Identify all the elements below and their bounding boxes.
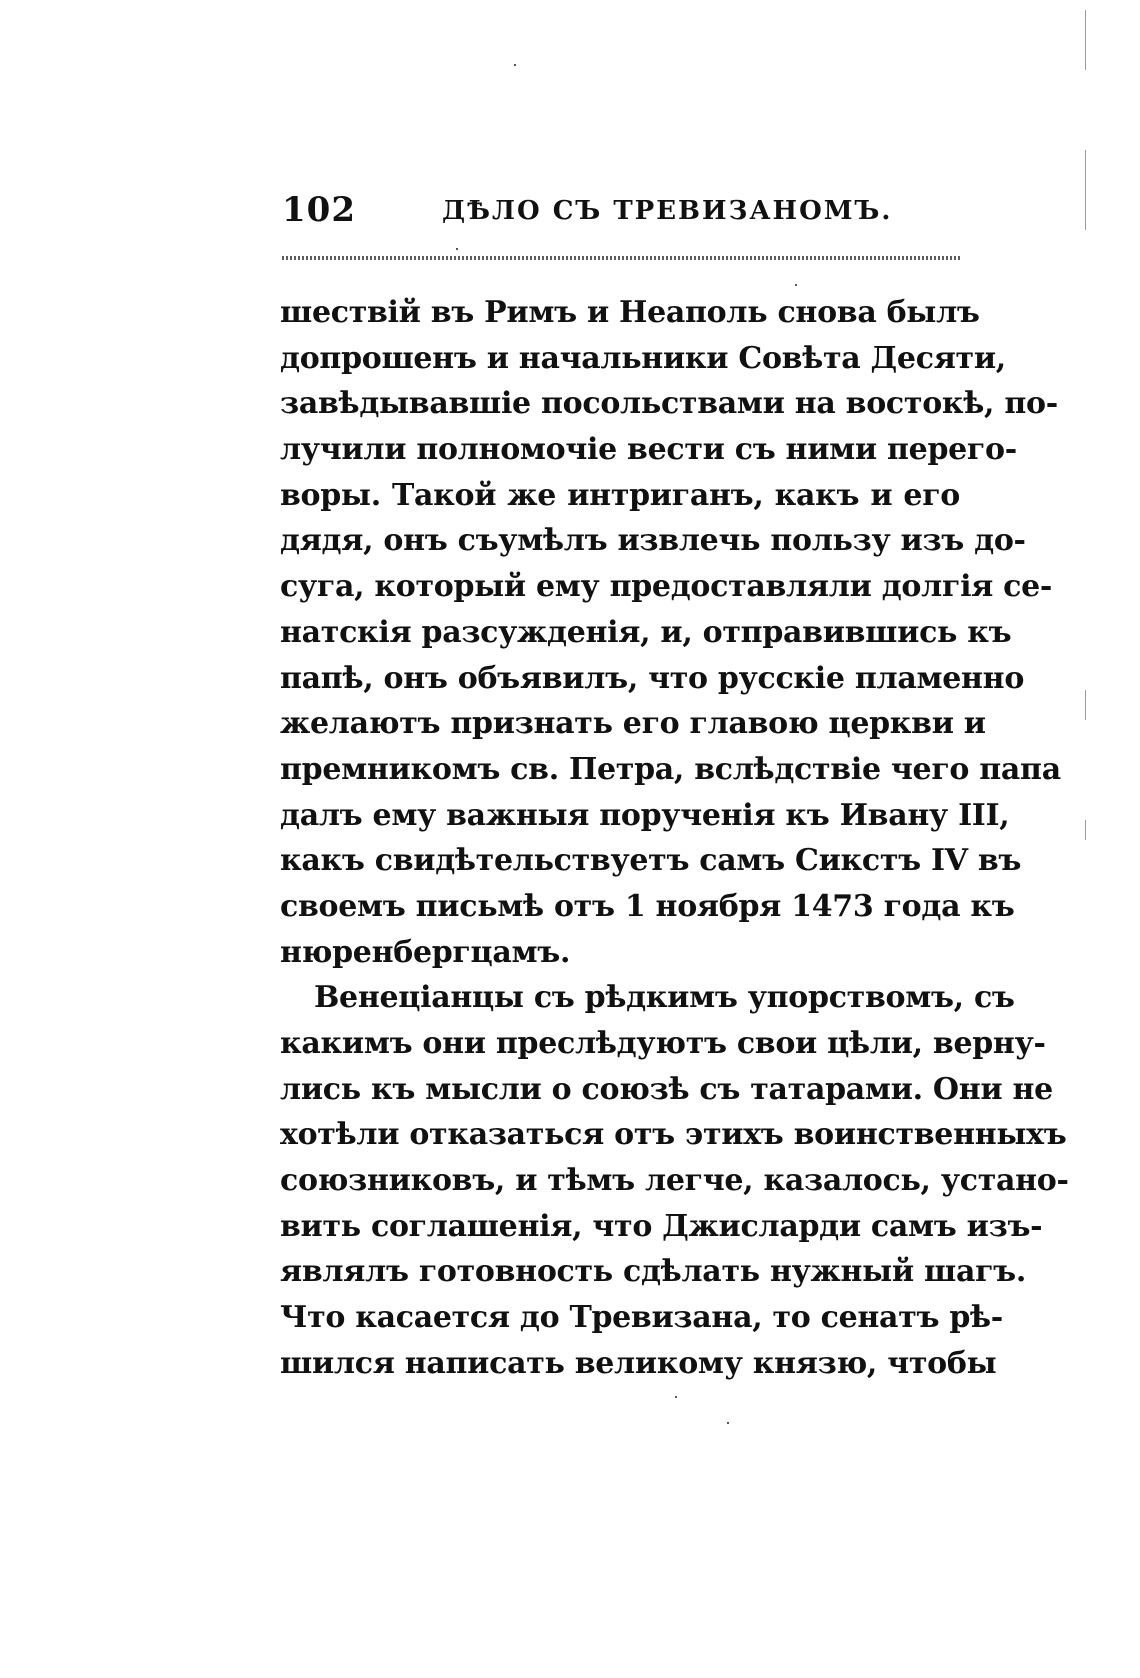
- text-line: шился написать великому князю, чтобы: [280, 1345, 997, 1381]
- scan-edge-mark: [1085, 690, 1086, 720]
- text-line: воры. Такой же интриганъ, какъ и его: [280, 477, 960, 513]
- text-line: премникомъ св. Петра, вслѣдствіе чего папа: [280, 751, 1061, 787]
- text-line: нюренбергцамъ.: [280, 934, 571, 970]
- text-line: шествій въ Римъ и Неаполь снова былъ: [280, 295, 980, 330]
- text-line: Что касается до Тревизана, то сенатъ рѣ-: [280, 1300, 1003, 1336]
- text-line: допрошенъ и начальники Совѣта Десяти,: [280, 340, 1006, 376]
- scan-speck: [675, 1396, 677, 1398]
- header-rule: [282, 256, 960, 260]
- paragraph-2: [280, 975, 1069, 1386]
- text-line: далъ ему важныя порученія къ Ивану III,: [280, 797, 1010, 833]
- scan-edge-mark: [1085, 150, 1086, 230]
- scan-speck: [795, 284, 797, 286]
- text-line: папѣ, онъ объявилъ, что русскіе пламенно: [280, 660, 1025, 696]
- scan-edge-mark: [1085, 820, 1086, 840]
- text-line: Венеціанцы съ рѣдкимъ упорствомъ, съ: [314, 980, 1015, 1016]
- page-header: [282, 190, 962, 240]
- text-line: натскія разсужденія, и, отправившись къ: [280, 614, 1012, 650]
- text-line: лись къ мысли о союзѣ съ татарами. Они не: [280, 1071, 1053, 1107]
- scan-speck: [456, 248, 458, 250]
- text-line: какъ свидѣтельствуетъ самъ Сикстъ IV въ: [280, 843, 1022, 879]
- scan-edge-mark: [1085, 10, 1086, 70]
- text-line: желаютъ признать его главою церкви и: [280, 706, 986, 742]
- text-line: вить соглашенія, что Джисларди самъ изъ-: [280, 1208, 1043, 1244]
- text-line: суга, который ему предоставляли долгія се-: [280, 569, 1053, 605]
- text-line: какимъ они преслѣдуютъ свои цѣли, верну-: [280, 1026, 1046, 1061]
- text-line: союзниковъ, и тѣмъ легче, казалось, устано-: [280, 1163, 1069, 1199]
- paragraph-1: [280, 290, 1061, 975]
- text-line: являлъ готовность сдѣлать нужный шагъ.: [280, 1254, 1027, 1290]
- scan-speck: [727, 1422, 729, 1424]
- text-line: дядя, онъ съумѣлъ извлечь пользу изъ до-: [280, 523, 1026, 559]
- text-line: завѣдывавшіе посольствами на востокѣ, по-: [280, 386, 1058, 422]
- scan-speck: [514, 64, 516, 66]
- text-line: лучили полномочіе вести съ ними перего-: [280, 432, 1017, 468]
- page-number: 102: [282, 190, 356, 230]
- body-text: [280, 290, 1069, 1387]
- text-line: хотѣли отказаться отъ этихъ воинственныхъ: [280, 1117, 1067, 1153]
- running-title: ДѢЛО СЪ ТРЕВИЗАНОМЪ.: [442, 196, 893, 226]
- text-line: своемъ письмѣ отъ 1 ноября 1473 года къ: [280, 888, 1015, 924]
